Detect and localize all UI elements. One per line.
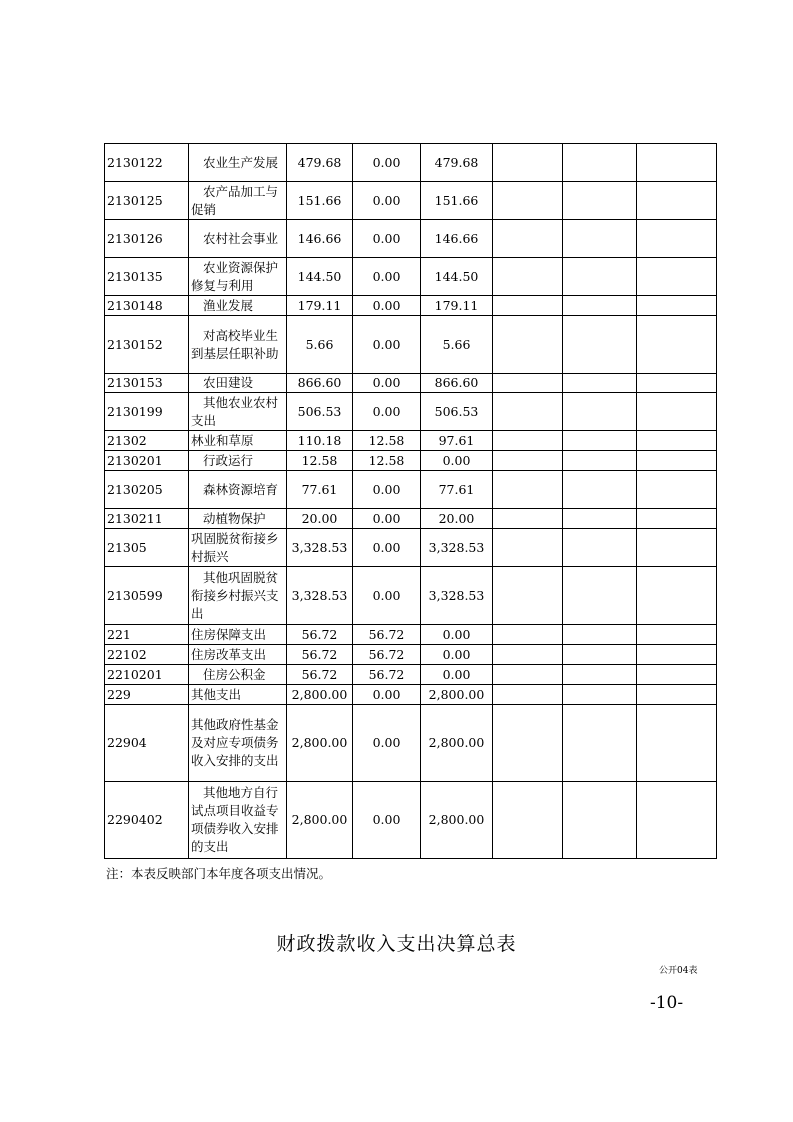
basic-amount-cell: 0.00 [353,685,421,705]
basic-amount-cell: 0.00 [353,471,421,509]
project-amount-cell: 3,328.53 [421,529,493,567]
account-code-cell: 2130211 [105,509,189,529]
project-amount-cell: 5.66 [421,316,493,374]
empty-cell [563,645,637,665]
empty-cell [637,685,717,705]
basic-amount-cell: 0.00 [353,509,421,529]
total-amount-cell: 151.66 [287,182,353,220]
basic-amount-cell: 0.00 [353,393,421,431]
empty-cell [563,258,637,296]
table-row [105,665,717,685]
form-number: 公开04表 [659,966,698,976]
total-amount-cell: 20.00 [287,509,353,529]
project-amount-cell: 3,328.53 [421,567,493,625]
total-amount-cell: 56.72 [287,625,353,645]
empty-cell [637,258,717,296]
table-row [105,393,717,431]
empty-cell [637,782,717,859]
basic-amount-cell: 12.58 [353,431,421,451]
account-code-cell: 2290402 [105,782,189,859]
expenditure-table [104,143,717,859]
empty-cell [563,471,637,509]
empty-cell [563,665,637,685]
account-name-cell: 对高校毕业生到基层任职补助 [189,316,287,374]
empty-cell [493,529,563,567]
account-name-cell: 其他巩固脱贫衔接乡村振兴支出 [189,567,287,625]
account-name-cell: 农业生产发展 [189,144,287,182]
empty-cell [493,144,563,182]
project-amount-cell: 146.66 [421,220,493,258]
total-amount-cell: 146.66 [287,220,353,258]
account-name-cell: 林业和草原 [189,431,287,451]
account-code-cell: 22102 [105,645,189,665]
empty-cell [493,782,563,859]
total-amount-cell: 506.53 [287,393,353,431]
account-code-cell: 2130599 [105,567,189,625]
project-amount-cell: 77.61 [421,471,493,509]
empty-cell [493,296,563,316]
account-name-cell: 行政运行 [189,451,287,471]
account-code-cell: 221 [105,625,189,645]
total-amount-cell: 866.60 [287,374,353,393]
account-name-cell: 森林资源培育 [189,471,287,509]
project-amount-cell: 866.60 [421,374,493,393]
account-code-cell: 2130153 [105,374,189,393]
account-name-cell: 住房改革支出 [189,645,287,665]
empty-cell [563,296,637,316]
account-name-cell: 农田建设 [189,374,287,393]
total-amount-cell: 179.11 [287,296,353,316]
total-amount-cell: 2,800.00 [287,685,353,705]
table-row [105,374,717,393]
table-row [105,182,717,220]
total-amount-cell: 110.18 [287,431,353,451]
account-code-cell: 2130122 [105,144,189,182]
basic-amount-cell: 12.58 [353,451,421,471]
table-row [105,431,717,451]
account-name-cell: 住房公积金 [189,665,287,685]
account-code-cell: 21302 [105,431,189,451]
empty-cell [493,316,563,374]
total-amount-cell: 2,800.00 [287,705,353,782]
total-amount-cell: 144.50 [287,258,353,296]
table-note: 注：本表反映部门本年度各项支出情况。 [106,866,332,881]
basic-amount-cell: 56.72 [353,645,421,665]
table-row [105,451,717,471]
total-amount-cell: 479.68 [287,144,353,182]
empty-cell [493,451,563,471]
empty-cell [637,296,717,316]
empty-cell [637,393,717,431]
table-row [105,258,717,296]
project-amount-cell: 479.68 [421,144,493,182]
project-amount-cell: 151.66 [421,182,493,220]
empty-cell [637,645,717,665]
project-amount-cell: 0.00 [421,451,493,471]
account-name-cell: 渔业发展 [189,296,287,316]
empty-cell [563,685,637,705]
total-amount-cell: 3,328.53 [287,529,353,567]
total-amount-cell: 12.58 [287,451,353,471]
empty-cell [637,567,717,625]
account-name-cell: 农业资源保护修复与利用 [189,258,287,296]
empty-cell [563,509,637,529]
table-body [105,144,717,859]
basic-amount-cell: 0.00 [353,144,421,182]
table-row [105,296,717,316]
empty-cell [493,705,563,782]
basic-amount-cell: 0.00 [353,374,421,393]
empty-cell [563,144,637,182]
account-name-cell: 巩固脱贫衔接乡村振兴 [189,529,287,567]
table-row [105,144,717,182]
empty-cell [563,705,637,782]
table-row [105,220,717,258]
empty-cell [563,431,637,451]
basic-amount-cell: 0.00 [353,296,421,316]
basic-amount-cell: 0.00 [353,258,421,296]
empty-cell [563,316,637,374]
empty-cell [637,451,717,471]
table-row [105,471,717,509]
account-name-cell: 其他支出 [189,685,287,705]
empty-cell [493,182,563,220]
empty-cell [637,431,717,451]
empty-cell [637,471,717,509]
empty-cell [563,182,637,220]
empty-cell [493,665,563,685]
account-code-cell: 2130125 [105,182,189,220]
account-code-cell: 22904 [105,705,189,782]
account-name-cell: 农产品加工与促销 [189,182,287,220]
account-code-cell: 229 [105,685,189,705]
basic-amount-cell: 0.00 [353,567,421,625]
project-amount-cell: 0.00 [421,625,493,645]
table-row [105,685,717,705]
empty-cell [493,374,563,393]
project-amount-cell: 20.00 [421,509,493,529]
account-code-cell: 2130135 [105,258,189,296]
empty-cell [563,625,637,645]
empty-cell [493,645,563,665]
table-row [105,567,717,625]
account-code-cell: 2130148 [105,296,189,316]
account-code-cell: 2130152 [105,316,189,374]
account-name-cell: 其他农业农村支出 [189,393,287,431]
empty-cell [637,220,717,258]
empty-cell [637,182,717,220]
account-code-cell: 2130199 [105,393,189,431]
account-code-cell: 2130126 [105,220,189,258]
basic-amount-cell: 56.72 [353,665,421,685]
account-code-cell: 2210201 [105,665,189,685]
empty-cell [493,625,563,645]
empty-cell [637,316,717,374]
empty-cell [637,665,717,685]
total-amount-cell: 5.66 [287,316,353,374]
basic-amount-cell: 0.00 [353,316,421,374]
empty-cell [563,393,637,431]
empty-cell [563,567,637,625]
account-code-cell: 2130201 [105,451,189,471]
total-amount-cell: 77.61 [287,471,353,509]
empty-cell [637,374,717,393]
table-row [105,529,717,567]
empty-cell [563,374,637,393]
empty-cell [493,258,563,296]
table-row [105,645,717,665]
table-row [105,509,717,529]
account-code-cell: 2130205 [105,471,189,509]
next-table-title: 财政拨款收入支出决算总表 [276,933,517,955]
account-name-cell: 其他地方自行试点项目收益专项债券收入安排的支出 [189,782,287,859]
basic-amount-cell: 0.00 [353,182,421,220]
total-amount-cell: 56.72 [287,665,353,685]
project-amount-cell: 0.00 [421,665,493,685]
empty-cell [493,567,563,625]
account-name-cell: 动植物保护 [189,509,287,529]
project-amount-cell: 2,800.00 [421,782,493,859]
project-amount-cell: 97.61 [421,431,493,451]
basic-amount-cell: 0.00 [353,220,421,258]
empty-cell [493,509,563,529]
empty-cell [563,220,637,258]
account-name-cell: 农村社会事业 [189,220,287,258]
empty-cell [563,782,637,859]
basic-amount-cell: 0.00 [353,529,421,567]
total-amount-cell: 56.72 [287,645,353,665]
basic-amount-cell: 56.72 [353,625,421,645]
project-amount-cell: 2,800.00 [421,685,493,705]
project-amount-cell: 144.50 [421,258,493,296]
empty-cell [637,144,717,182]
total-amount-cell: 2,800.00 [287,782,353,859]
empty-cell [637,529,717,567]
project-amount-cell: 179.11 [421,296,493,316]
account-name-cell: 其他政府性基金及对应专项债务收入安排的支出 [189,705,287,782]
basic-amount-cell: 0.00 [353,705,421,782]
empty-cell [493,393,563,431]
project-amount-cell: 0.00 [421,645,493,665]
total-amount-cell: 3,328.53 [287,567,353,625]
empty-cell [563,529,637,567]
empty-cell [637,705,717,782]
table-row [105,316,717,374]
account-name-cell: 住房保障支出 [189,625,287,645]
table-row [105,705,717,782]
table-row [105,782,717,859]
project-amount-cell: 506.53 [421,393,493,431]
empty-cell [637,625,717,645]
empty-cell [493,471,563,509]
empty-cell [493,431,563,451]
empty-cell [637,509,717,529]
basic-amount-cell: 0.00 [353,782,421,859]
empty-cell [493,685,563,705]
page-number: -10- [650,993,684,1013]
table-row [105,625,717,645]
empty-cell [493,220,563,258]
empty-cell [563,451,637,471]
project-amount-cell: 2,800.00 [421,705,493,782]
account-code-cell: 21305 [105,529,189,567]
